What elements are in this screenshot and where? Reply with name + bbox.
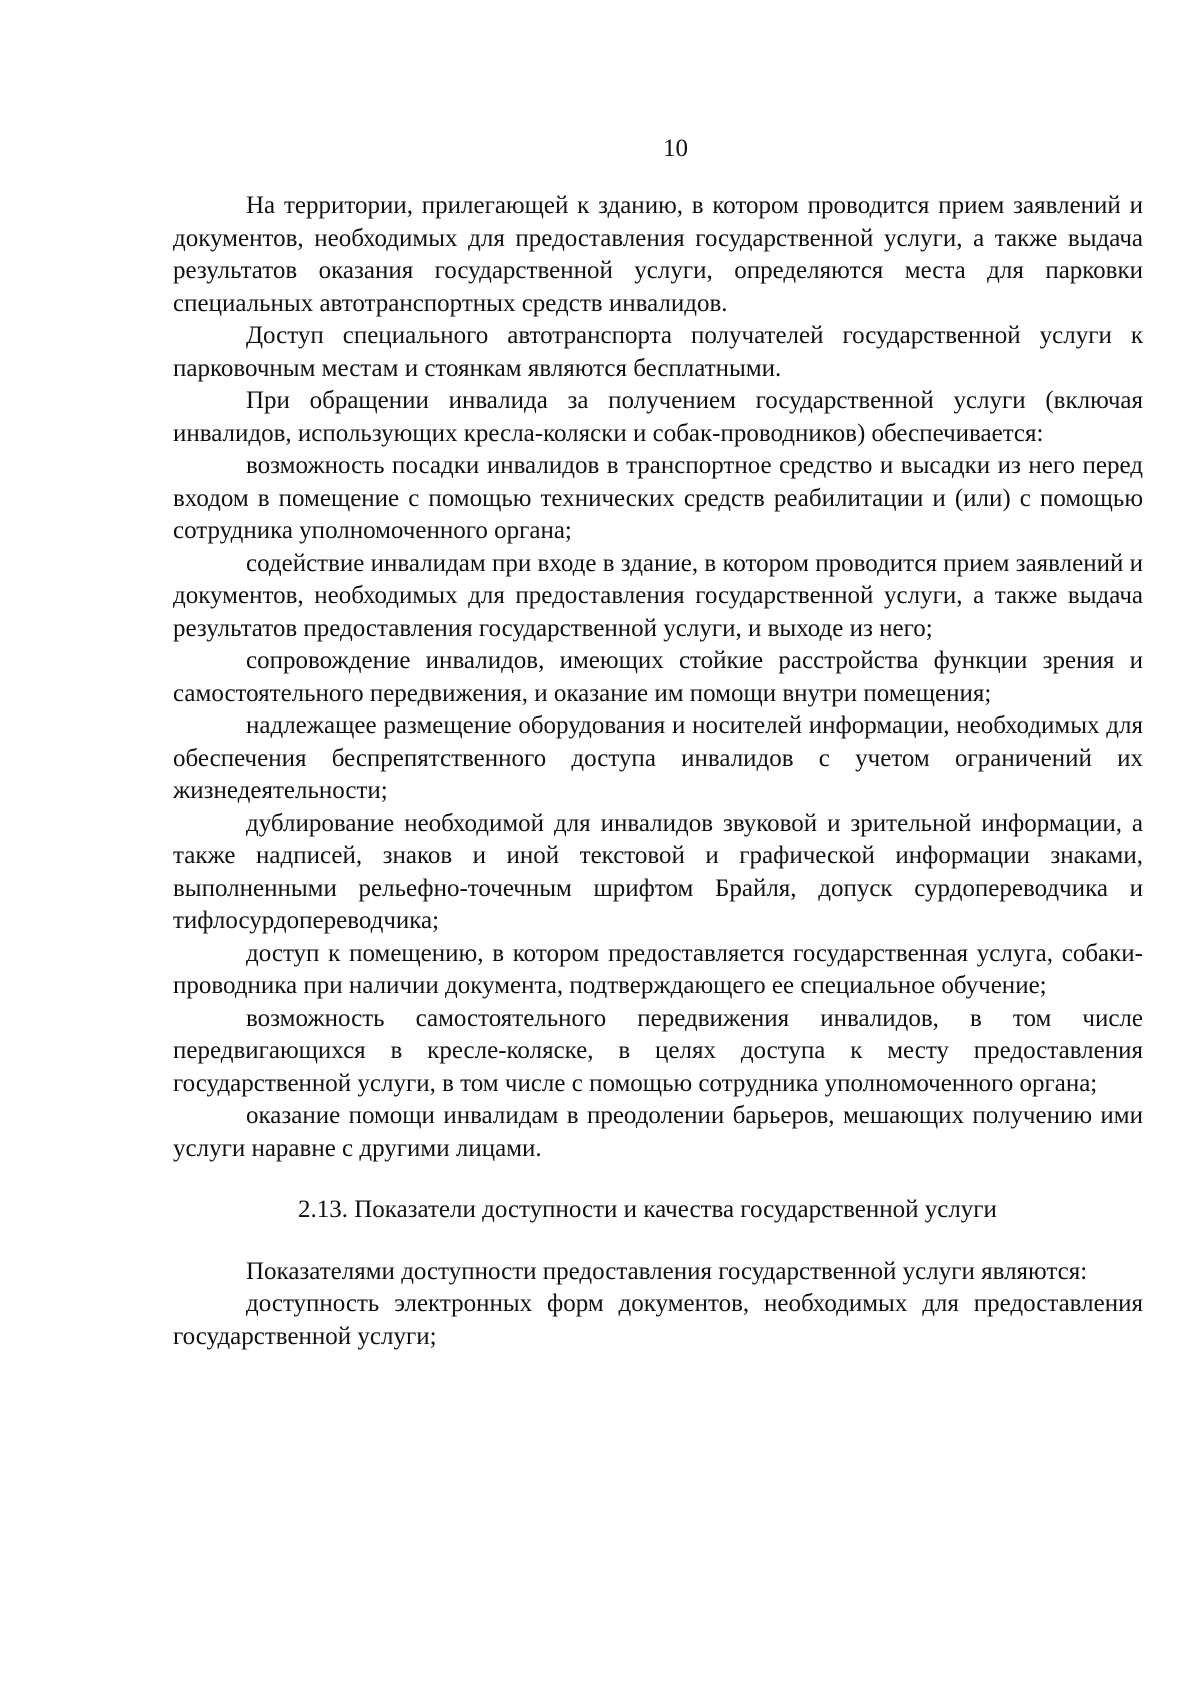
paragraph-entrance-assistance: содействие инвалидам при входе в здание, в котором проводится прием заявлений и документов, необходимых для предоставления государственной услуги, а также выдача результатов предоставления государственной услуги, и выходе из него; (173, 549, 1143, 642)
paragraph-escort: сопровождение инвалидов, имеющих стойкие расстройства функции зрения и самостоятельного передвижения, и оказание им помощи внутри помещения; (173, 647, 1143, 707)
paragraph-disabled-access-intro: При обращении инвалида за получением государственной услуги (включая инвалидов, использующих кресла-коляски и собак-проводников) обеспечивается: (173, 387, 1143, 447)
page-number-text: 10 (663, 135, 688, 162)
paragraph-equipment-placement: надлежащее размещение оборудования и носителей информации, необходимых для обеспечения беспрепятственного доступа инвалидов с учетом ограничений их жизнедеятельности; (173, 712, 1143, 804)
paragraph-barrier-assistance: оказание помощи инвалидам в преодолении барьеров, мешающих получению ими услуги наравне с другими лицами. (173, 1102, 1143, 1162)
paragraph-independent-movement: возможность самостоятельного передвижения инвалидов, в том числе передвигающихся в кресле-коляске, в целях доступа к месту предоставления государственной услуги, в том числе с помощью сотрудника уполномоченного органа; (173, 1004, 1143, 1097)
paragraph-guide-dog-access: доступ к помещению, в котором предоставляется государственная услуга, собаки-проводника при наличии документа, подтверждающего ее специальное обучение; (173, 939, 1143, 999)
paragraph-parking-free: Доступ специального автотранспорта получателей государственной услуги к парковочным местам и стоянкам являются бесплатными. (173, 322, 1143, 382)
section-heading: 2.13. Показатели доступности и качества государственной услуги (298, 1196, 997, 1223)
paragraph-braille-duplication: дублирование необходимой для инвалидов звуковой и зрительной информации, а также надписей, знаков и иной текстовой и графической информации знаками, выполненными рельефно-точечным шрифтом Брайля, допуск сурдопереводчика и тифлосурдопереводчика; (173, 809, 1143, 934)
paragraph-availability-indicators: Показателями доступности предоставления государственной услуги являются: (246, 1257, 1088, 1285)
paragraph-boarding-assistance: возможность посадки инвалидов в транспортное средство и высадки из него перед входом в помещение с помощью технических средств реабилитации и (или) с помощью сотрудника уполномоченного органа; (173, 452, 1143, 544)
paragraph-parking: На территории, прилегающей к зданию, в котором проводится прием заявлений и документов, необходимых для предоставления государственной услуги, а также выдача результатов оказания государственной услуги, определяются места для парковки специальных автотранспортных средств инвалидов. (173, 192, 1143, 317)
paragraph-electronic-forms: доступность электронных форм документов, необходимых для предоставления государственной услуги; (173, 1290, 1143, 1350)
document-body (173, 190, 1143, 1353)
